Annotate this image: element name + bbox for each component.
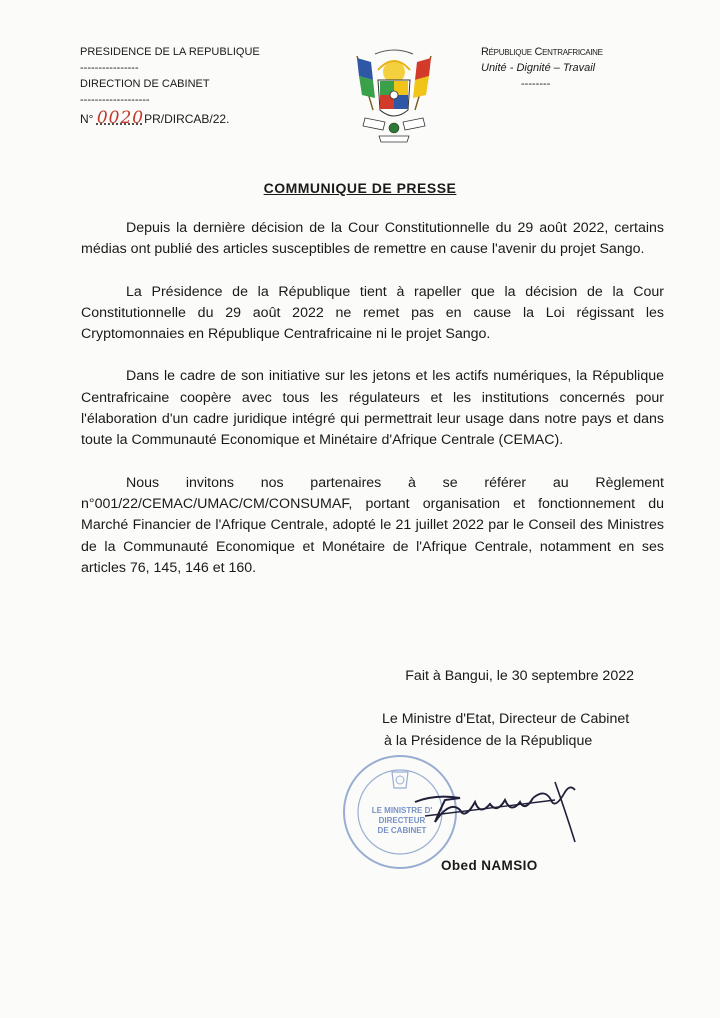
header-right: [481, 44, 603, 92]
stamp-line-2: DIRECTEUR: [378, 816, 426, 825]
cabinet-label: DIRECTION DE CABINET: [80, 78, 210, 90]
country-name: République Centrafricaine: [481, 46, 603, 58]
stamp-line-1: LE MINISTRE D': [371, 806, 433, 815]
divider-right: --------: [521, 78, 551, 90]
national-motto: Unité - Dignité – Travail: [481, 62, 596, 74]
signatory-role: [382, 709, 682, 752]
handwritten-signature: [405, 770, 585, 850]
header-left: [80, 44, 260, 127]
ref-number: 0020: [96, 108, 145, 128]
document-title: [0, 180, 720, 196]
role-line-1: Le Ministre d'Etat, Directeur de Cabinet: [382, 711, 630, 727]
place-date: Fait à Bangui, le 30 septembre 2022: [405, 668, 634, 684]
signer-name: Obed NAMSIO: [441, 858, 538, 873]
presidency-label: PRESIDENCE DE LA REPUBLIQUE: [80, 46, 260, 58]
divider-1: ----------------: [80, 62, 139, 74]
divider-2: -------------------: [80, 94, 150, 106]
title-text: COMMUNIQUE DE PRESSE: [263, 180, 457, 196]
paragraph: Nous invitons nos partenaires à se référer au Règlement n°001/22/CEMAC/UMAC/CM/CONSUMAF, portant organisation et fonctionnement du Marché Financier de l'Afrique Centrale, adopté le 21 juillet 2022 par le Conseil des Ministres de la Communauté Economique et Monétaire de l'Afrique Centrale, notamment en ses articles 76, 145, 146 et 160.: [81, 474, 664, 576]
paragraph: La Présidence de la République tient à rapeller que la décision de la Cour Constitutionnelle du 29 août 2022 ne remet pas en cause la Loi régissant les Cryptomonnaies en République Centrafricaine ni le projet Sango.: [81, 283, 664, 343]
coat-of-arms-emblem: [345, 40, 443, 146]
stamp-line-3: DE CABINET: [377, 826, 427, 835]
paragraph: Dans le cadre de son initiative sur les jetons et les actifs numériques, la République Centrafricaine coopère avec tous les régulateurs et les institutions concernés pour l'élaboration d'un cadre juridique intégré qui permettrait leur usage dans notre pays et dans toute la Communauté Economique et Minétaire d'Afrique Centrale (CEMAC).: [81, 368, 664, 449]
ref-suffix: PR/DIRCAB/22.: [144, 112, 230, 126]
document-body: [81, 218, 664, 600]
ref-prefix: N°: [80, 112, 94, 126]
paragraph: Depuis la dernière décision de la Cour Constitutionnelle du 29 août 2022, certains médias ont publié des articles susceptibles de remettre en cause l'avenir du projet Sango.: [81, 220, 664, 258]
reference-line: [80, 110, 260, 127]
role-line-2: à la Présidence de la République: [384, 732, 593, 749]
